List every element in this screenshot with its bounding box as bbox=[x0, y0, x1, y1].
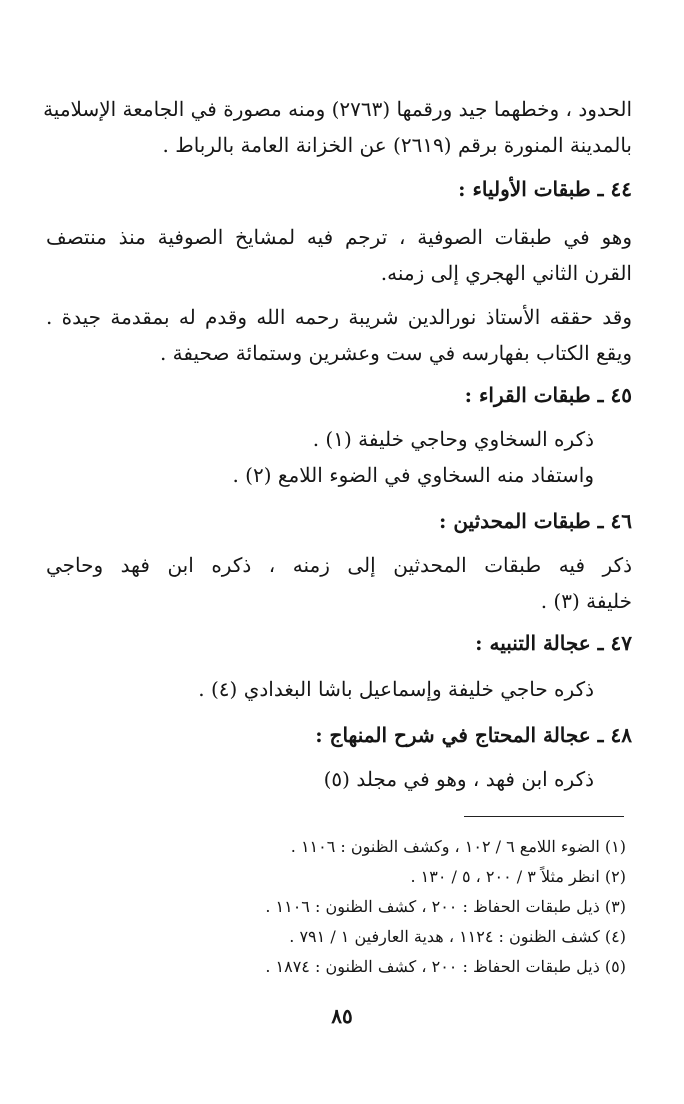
footnote: (١) الضوء اللامع ٦ / ١٠٢ ، وكشف الظنون : ١١٠٦ . bbox=[290, 837, 626, 856]
section-heading-44: ٤٤ ـ طبقات الأولياء : bbox=[458, 177, 632, 201]
paragraph-line: ذكر فيه طبقات المحدثين إلى زمنه ، ذكره ابن فهد وحاجي bbox=[46, 553, 632, 577]
footnote-separator bbox=[464, 816, 624, 817]
paragraph-line: القرن الثاني الهجري إلى زمنه. bbox=[380, 261, 632, 285]
paragraph-line: ويقع الكتاب بفهارسه في ست وعشرين وستمائة صحيفة . bbox=[159, 341, 632, 365]
paragraph-line: خليفة (٣) . bbox=[540, 589, 632, 613]
paragraph-line: الحدود ، وخطهما جيد ورقمها (٢٧٦٣) ومنه مصورة في الجامعة الإسلامية bbox=[43, 97, 632, 121]
footnote: (٣) ذيل طبقات الحفاظ : ٢٠٠ ، كشف الظنون : ١١٠٦ . bbox=[265, 897, 626, 916]
paragraph-line: بالمدينة المنورة برقم (٢٦١٩) عن الخزانة العامة بالرباط . bbox=[162, 133, 632, 157]
footnote: (٢) انظر مثلاً ٣ / ٢٠٠ ، ٥ / ١٣٠ . bbox=[410, 867, 626, 886]
footnote: (٤) كشف الظنون : ١١٢٤ ، هدية العارفين ١ / ٧٩١ . bbox=[289, 927, 626, 946]
paragraph-line: وهو في طبقات الصوفية ، ترجم فيه لمشايخ الصوفية منذ منتصف bbox=[46, 225, 632, 249]
section-heading-48: ٤٨ ـ عجالة المحتاج في شرح المنهاج : bbox=[315, 723, 632, 747]
footnote: (٥) ذيل طبقات الحفاظ : ٢٠٠ ، كشف الظنون : ١٨٧٤ . bbox=[265, 957, 626, 976]
paragraph-line: ذكره ابن فهد ، وهو في مجلد (٥) bbox=[323, 767, 594, 791]
section-heading-46: ٤٦ ـ طبقات المحدثين : bbox=[438, 509, 632, 533]
paragraph-line: ذكره السخاوي وحاجي خليفة (١) . bbox=[312, 427, 594, 451]
section-heading-45: ٤٥ ـ طبقات القراء : bbox=[464, 383, 632, 407]
paragraph-line: ذكره حاجي خليفة وإسماعيل باشا البغدادي (٤) . bbox=[198, 677, 594, 701]
paragraph-line: واستفاد منه السخاوي في الضوء اللامع (٢) . bbox=[232, 463, 594, 487]
page-number: ٨٥ bbox=[331, 1004, 353, 1028]
paragraph-line: وقد حققه الأستاذ نورالدين شريبة رحمه الله وقدم له بمقدمة جيدة . bbox=[46, 305, 632, 329]
section-heading-47: ٤٧ ـ عجالة التنبيه : bbox=[475, 631, 632, 655]
